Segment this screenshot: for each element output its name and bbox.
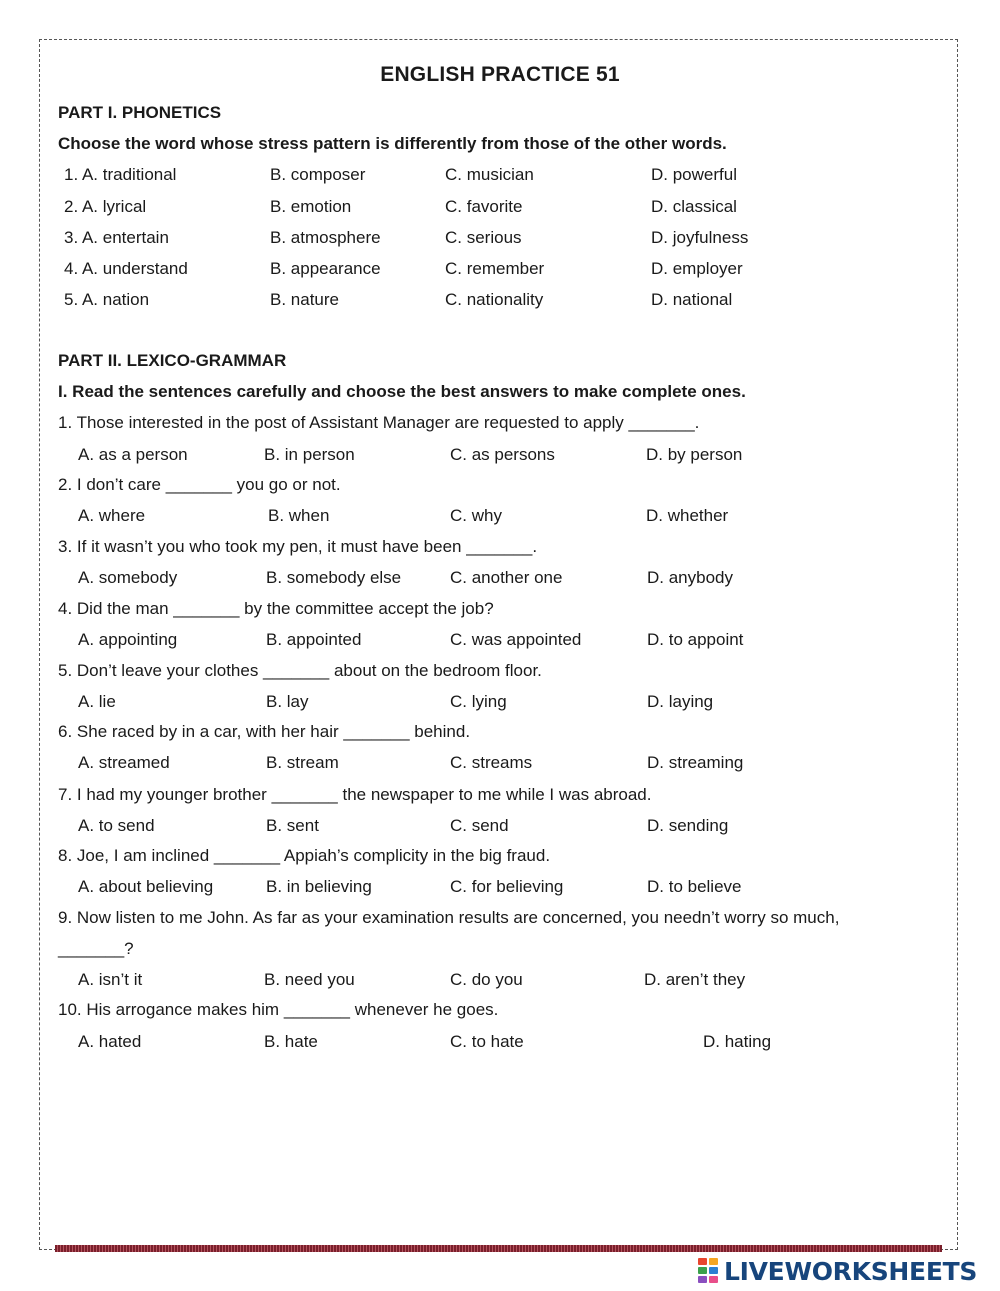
option-d[interactable]: D. anybody — [647, 568, 733, 587]
option-c[interactable]: C. lying — [450, 692, 507, 711]
option-d[interactable]: D. employer — [651, 259, 743, 278]
option-a[interactable]: A. hated — [78, 1032, 142, 1051]
brand-logo[interactable] — [698, 1256, 977, 1286]
option-b[interactable]: B. when — [268, 506, 330, 525]
part2-heading: PART II. LEXICO-GRAMMAR — [58, 351, 287, 370]
part1-heading: PART I. PHONETICS — [58, 103, 222, 122]
option-b[interactable]: B. atmosphere — [270, 228, 381, 247]
question-text: 3. If it wasn’t you who took my pen, it must have been _______. — [58, 537, 538, 556]
question-text: 9. Now listen to me John. As far as your examination results are concerned, you needn’t worry so much, — [58, 908, 840, 927]
question-text: 8. Joe, I am inclined _______ Appiah’s complicity in the big fraud. — [58, 846, 551, 865]
footer-rule — [55, 1245, 942, 1252]
question-text: 4. Did the man _______ by the committee accept the job? — [58, 599, 494, 618]
option-a[interactable]: 5. A. nation — [64, 290, 150, 309]
liveworksheets-logo-icon — [698, 1258, 720, 1284]
option-d[interactable]: D. whether — [646, 506, 729, 525]
option-c[interactable]: C. remember — [445, 259, 545, 278]
option-c[interactable]: C. send — [450, 816, 509, 835]
option-a[interactable]: A. isn’t it — [78, 970, 143, 989]
option-d[interactable]: D. to believe — [647, 877, 742, 896]
option-d[interactable]: D. streaming — [647, 753, 744, 772]
option-b[interactable]: B. somebody else — [266, 568, 402, 587]
option-a[interactable]: 4. A. understand — [64, 259, 188, 278]
option-d[interactable]: D. aren’t they — [644, 970, 746, 989]
option-c[interactable]: C. why — [450, 506, 502, 525]
option-a[interactable]: A. lie — [78, 692, 116, 711]
option-b[interactable]: B. need you — [264, 970, 355, 989]
option-b[interactable]: B. hate — [264, 1032, 318, 1051]
option-b[interactable]: B. sent — [266, 816, 319, 835]
option-d[interactable]: D. sending — [647, 816, 729, 835]
option-c[interactable]: C. to hate — [450, 1032, 524, 1051]
option-b[interactable]: B. emotion — [270, 197, 352, 216]
option-d[interactable]: D. classical — [651, 197, 737, 216]
option-c[interactable]: C. do you — [450, 970, 523, 989]
option-a[interactable]: A. somebody — [78, 568, 178, 587]
option-b[interactable]: B. in believing — [266, 877, 372, 896]
option-c[interactable]: C. as persons — [450, 445, 555, 464]
question-text: 10. His arrogance makes him _______ whenever he goes. — [58, 1000, 499, 1019]
option-c[interactable]: C. favorite — [445, 197, 523, 216]
option-b[interactable]: B. appointed — [266, 630, 362, 649]
option-d[interactable]: D. powerful — [651, 165, 737, 184]
option-a[interactable]: A. streamed — [78, 753, 170, 772]
option-a[interactable]: A. about believing — [78, 877, 214, 896]
option-a[interactable]: A. as a person — [78, 445, 188, 464]
option-d[interactable]: D. national — [651, 290, 733, 309]
option-b[interactable]: B. composer — [270, 165, 366, 184]
option-d[interactable]: D. joyfulness — [651, 228, 749, 247]
option-c[interactable]: C. serious — [445, 228, 522, 247]
option-a[interactable]: 3. A. entertain — [64, 228, 169, 247]
option-b[interactable]: B. in person — [264, 445, 355, 464]
option-a[interactable]: A. appointing — [78, 630, 178, 649]
option-c[interactable]: C. streams — [450, 753, 533, 772]
page-title: ENGLISH PRACTICE 51 — [380, 63, 620, 86]
option-d[interactable]: D. by person — [646, 445, 743, 464]
option-b[interactable]: B. nature — [270, 290, 339, 309]
question-text: 5. Don’t leave your clothes _______ about on the bedroom floor. — [58, 661, 542, 680]
option-c[interactable]: C. nationality — [445, 290, 544, 309]
question-text-continued: _______? — [58, 939, 134, 958]
option-b[interactable]: B. appearance — [270, 259, 381, 278]
option-d[interactable]: D. hating — [703, 1032, 772, 1051]
option-c[interactable]: C. for believing — [450, 877, 564, 896]
option-a[interactable]: 2. A. lyrical — [64, 197, 147, 216]
option-c[interactable]: C. musician — [445, 165, 534, 184]
part2-instruction: I. Read the sentences carefully and choose the best answers to make complete ones. — [58, 382, 746, 401]
question-text: 6. She raced by in a car, with her hair _______ behind. — [58, 722, 471, 741]
option-c[interactable]: C. another one — [450, 568, 563, 587]
option-a[interactable]: A. to send — [78, 816, 155, 835]
question-text: 7. I had my younger brother _______ the newspaper to me while I was abroad. — [58, 785, 652, 804]
option-a[interactable]: 1. A. traditional — [64, 165, 177, 184]
option-c[interactable]: C. was appointed — [450, 630, 582, 649]
brand-name: LIVEWORKSHEETS — [724, 1256, 978, 1286]
option-d[interactable]: D. laying — [647, 692, 714, 711]
question-text: 2. I don’t care _______ you go or not. — [58, 475, 341, 494]
part1-instruction: Choose the word whose stress pattern is differently from those of the other words. — [58, 134, 727, 153]
option-d[interactable]: D. to appoint — [647, 630, 744, 649]
option-b[interactable]: B. stream — [266, 753, 339, 772]
option-a[interactable]: A. where — [78, 506, 146, 525]
option-b[interactable]: B. lay — [266, 692, 309, 711]
question-text: 1. Those interested in the post of Assistant Manager are requested to apply _______. — [58, 413, 700, 432]
